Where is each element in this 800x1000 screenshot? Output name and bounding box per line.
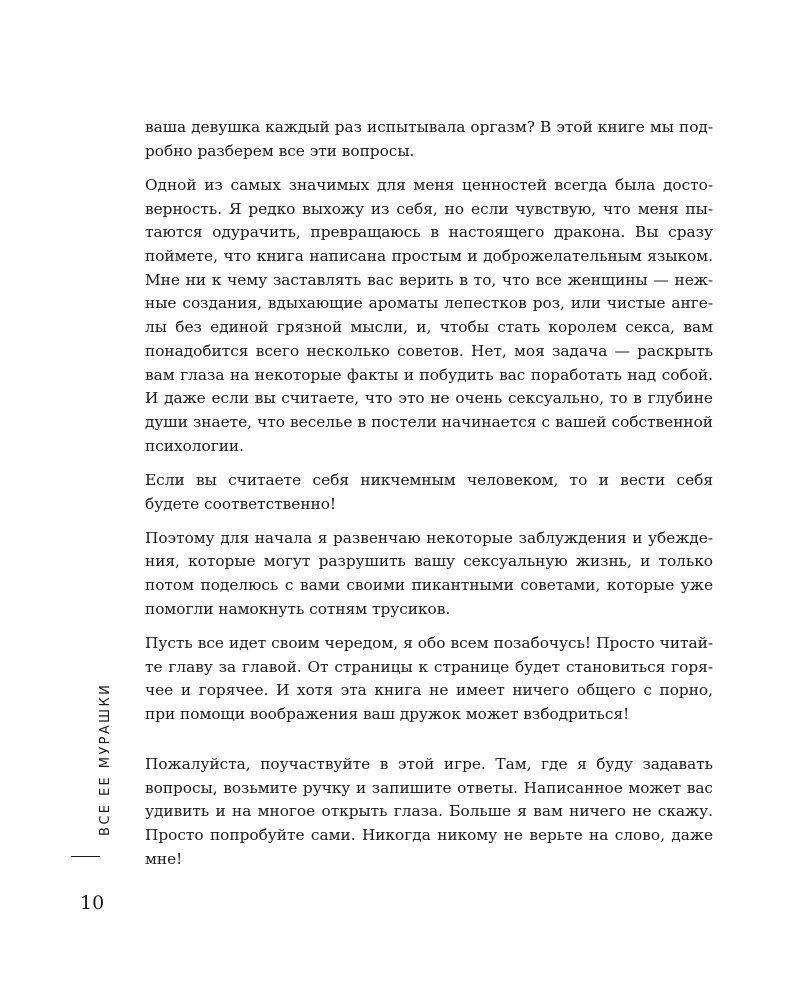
- paragraph-3: Если вы считаете себя никчемным человеком, то и вести себя будете соответственно!: [145, 470, 713, 513]
- paragraph-4: Поэтому для начала я развенчаю некоторые заблуждения и убеждения, которые могут разрушить вашу сексуальную жизнь, и только потом поделюсь с вами своими пикантными советами, которые уже помогли намокнуть сотням трусиков.: [145, 528, 713, 618]
- paragraph-1: ваша девушка каждый раз испытывала оргазм? В этой книге мы подробно разберем все эти вопросы.: [145, 118, 713, 160]
- running-head-rule: [71, 856, 100, 857]
- running-head: ВСЕ ЕЕ МУРАШКИ: [98, 682, 113, 836]
- page-body: [145, 116, 713, 871]
- paragraph-2: Одной из самых значимых для меня ценностей всегда была достоверность. Я редко выхожу из себя, но если чувствую, что меня пытаются одурачить, превращаюсь в настоящего дракона. Вы сразу поймете, что книга написана простым и доброжелательным языком. Мне ни к чему заставлять вас верить в то, что все женщины — нежные создания, вдыхающие ароматы лепестков роз, или чистые ангелы без единой грязной мысли, и, чтобы стать королем секса, вам понадобится всего несколько советов. Нет, моя задача — раскрыть вам глаза на некоторые факты и побудить вас поработать над собой. И даже если вы считаете, что это не очень сексуально, то в глубине души знаете, что веселье в постели начинается с вашей собственной психологии.: [145, 175, 713, 455]
- paragraph-5: Пусть все идет своим чередом, я обо всем позабочусь! Просто читайте главу за главой. От страницы к странице будет становиться горячее и горячее. И хотя эта книга не имеет ничего общего с порно, при помощи воображения ваш дружок может взбодриться!: [145, 634, 713, 724]
- page-number: 10: [80, 892, 105, 914]
- paragraph-6: Пожалуйста, поучаствуйте в этой игре. Там, где я буду задавать вопросы, возьмите ручку и запишите ответы. Написанное может вас удивить и на многое открыть глаза. Больше я вам ничего не скажу. Просто попробуйте сами. Никогда никому не верьте на слово, даже мне!: [145, 754, 713, 868]
